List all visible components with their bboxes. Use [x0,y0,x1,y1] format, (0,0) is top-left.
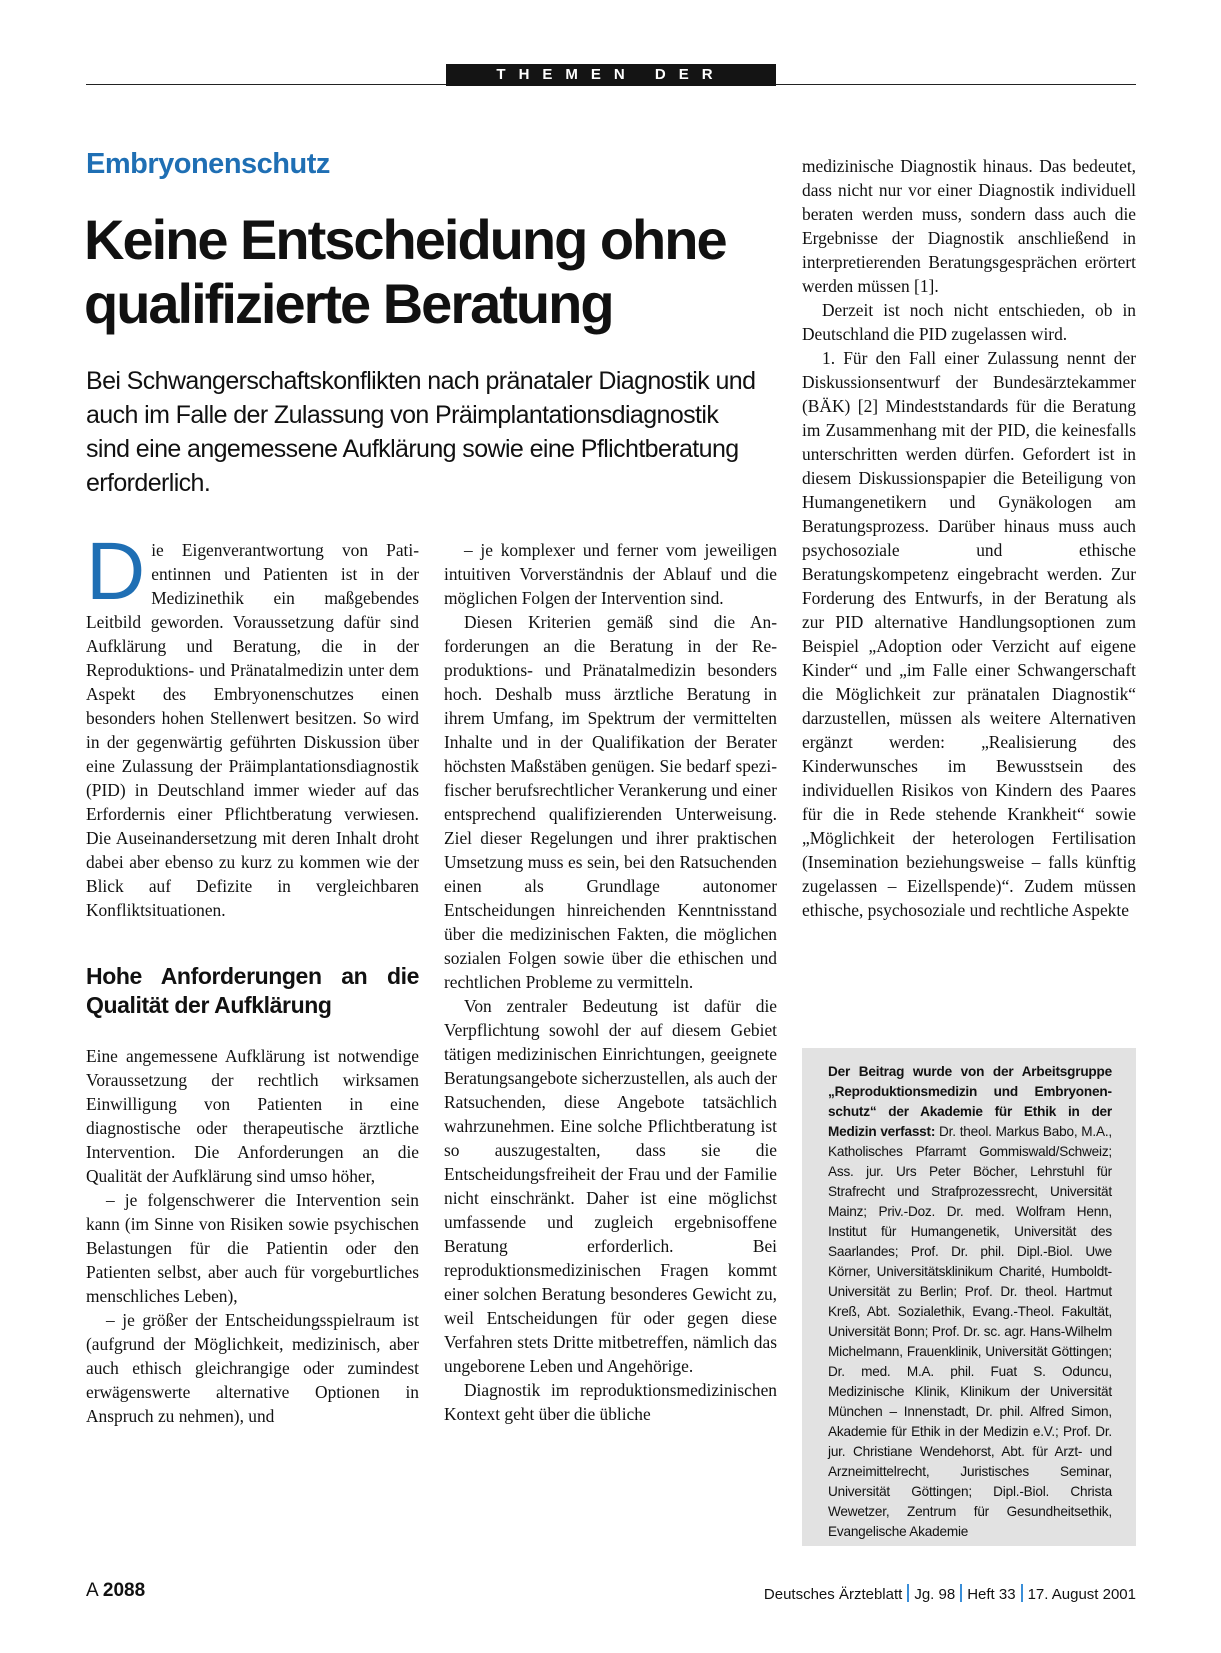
page-prefix: A [86,1580,98,1601]
journal-date: 17. August 2001 [1027,1586,1136,1603]
paragraph: 1. Für den Fall einer Zulassung nennt der Diskussionsentwurf der Bundesärztekammer (BÄK) [2] Mindeststandards für die Beratung im Zusammenhang mit der PID, die keinesfalls unterschritten werden dürfen. Gefordert ist in diesem Diskussionspapier die Beteiligung von Humangenetikern und Gynäkologen am Beratungsprozess. Darüber hinaus muss auch psychosoziale und ethische Beratungskompetenz eingebracht werden. Zur Forderung des Entwurfs, in der Beratung als zur PID alternative Handlungsoptionen zum Beispiel „Adoption oder Verzicht auf eigene Kinder“ und „im Falle einer Schwangerschaft die Möglichkeit zur pränatalen Diagnostik“ darzustellen, müssen als weitere Alternativen ergänzt werden: „Realisierung des Kinderwunsches im Bewusstsein des individuellen Risikos von Kindern des Paares für die in Rede stehende Krankheit“ sowie „Möglichkeit der heterologen Fertilisation (Insemination beziehungsweise – falls künftig zugelassen – Eizellspende)“. Zudem müssen ethische, psychosoziale und rechtliche Aspekte [802,348,1136,920]
drop-cap: D [86,526,146,617]
paragraph-text: ie Eigenverantwortung von Patientinnen und Patienten ist in der Medizinethik ein maßgebendes Leitbild geworden. Voraussetzung dafür sind Aufklärung und Beratung, die in der Reproduktions- und Pränatalmedizin unter dem Aspekt des Embryonenschutzes einen besonders hohen Stellenwert besitzen. So wird in der gegenwärtig geführten Diskussion über eine Zulassung der Präimplantationsdiagnostik (PID) in Deutschland immer wieder auf das Erfordernis einer Pflichtberatung verwiesen. Die Auseinandersetzung mit deren Inhalt droht dabei aber ebenso zu kurz zu kommen wie der Blick auf Defizite in vergleichbaren Konfliktsituationen. [86,540,419,920]
paragraph: – je größer der Entscheidungsspielraum ist (aufgrund der Möglichkeit, medizinisch, aber auch ethisch gleichrangige oder zumindest erwägenswerte alternative Optionen in Anspruch zu nehmen), und [86,1310,419,1426]
paragraph [86,526,419,922]
text-column-1 [86,526,419,1428]
infobox-authors: Dr. theol. Markus Babo, M.A., Katholisches Pfarramt Gommiswald/Schweiz; Ass. jur. Urs Peter Böcher, Lehrstuhl für Strafrecht und Strafprozessrecht, Universität Mainz; Priv.-Doz. Dr. med. Wolfram Henn, Institut für Humangenetik, Universität des Saarlandes; Prof. Dr. phil. Dipl.-Biol. Uwe Körner, Universitätsklinikum Charité, Humboldt-Universität zu Berlin; Prof. Dr. theol. Hartmut Kreß, Abt. Sozialethik, Evang.-Theol. Fakultät, Universität Bonn; Prof. Dr. sc. agr. Hans-Wilhelm Michelmann, Frauenklinik, Universität Göttingen; Dr. med. M.A. phil. Fuat S. Oduncu, Medizinische Klinik, Klinikum der Universität München – Innenstadt, Dr. phil. Alfred Simon, Akademie für Ethik in der Medizin e.V.; Prof. Dr. jur. Christiane Wendehorst, Abt. für Arzt- und Arzneimittelrecht, Juristisches Seminar, Universität Göttingen; Dipl.-Biol. Christa Wewetzer, Zentrum für Gesundheitsethik, Evangelische Akademie [828,1124,1112,1539]
article-lead: Bei Schwangerschaftskonflikten nach pränataler Diagnostik und auch im Falle der Zulassung von Präimplantationsdiagnostik sind eine angemessene Aufklärung sowie eine Pflichtberatung erforderlich. [86,367,756,497]
infobox-intro: Der Beitrag wurde von der Arbeitsgruppe „Reproduktionsmedizin und Embryonenschutz“ der Akademie für Ethik in der Medizin verfasst: [828,1064,1112,1139]
journal-name: Deutsches Ärzteblatt [763,1586,903,1603]
subheading: Hohe Anforderungen an die Qualität der Aufklärung [86,963,419,1018]
paragraph: Derzeit ist noch nicht entschieden, ob in Deutschland die PID zugelassen wird. [802,300,1136,344]
separator [907,1584,909,1602]
authors-infobox [802,1048,1136,1546]
text-column-2 [444,538,777,1426]
paragraph: Diesen Kriterien gemäß sind die Anforderungen an die Beratung in der Reproduktions- und Pränatalmedizin besonders hoch. Deshalb muss ärztliche Beratung in ihrem Umfang, im Spektrum der vermittelten Inhalte und in der Qualifikation der Berater höchsten Maßstäben genügen. Sie bedarf spezifischer berufsrechtlicher Verankerung und einer entsprechend qualifizierenden Unterweisung. Ziel dieser Regelungen und ihrer praktischen Umsetzung muss es sein, bei den Ratsuchenden einen als Grundlage autonomer Entscheidungen hinreichenden Kenntnisstand über die medizinischen Fakten, die möglichen sozialen Folgen sowie über die ethischen und rechtlichen Probleme zu vermitteln. [444,612,777,992]
paragraph: medizinische Diagnostik hinaus. Das bedeutet, dass nicht nur vor einer Diagnostik individuell beraten werden muss, sondern dass auch die Ergebnisse der Diagnostik anschließend in interpretierenden Beratungsgesprächen erörtert werden müssen [1]. [802,156,1136,296]
paragraph: Eine angemessene Aufklärung ist notwendige Voraussetzung der rechtlich wirksamen Einwilligung von Patienten in eine diagnostische oder therapeutische ärztliche Intervention. Die Anforderungen an die Qualität der Aufklärung sind umso höher, [86,1046,419,1186]
paragraph: – je komplexer und ferner vom jeweiligen intuitiven Vorverständnis der Ablauf und die möglichen Folgen der Intervention sind. [444,540,777,608]
page-number-value: 2088 [102,1580,146,1601]
journal-volume: Jg. 98 [914,1586,956,1603]
section-tag: THEMEN DER ZEIT [446,64,776,86]
journal-issue: Heft 33 [967,1586,1016,1603]
article-rubric: Embryonenschutz [86,148,330,180]
paragraph: Von zentraler Bedeutung ist dafür die Verpflichtung sowohl der auf diesem Gebiet tätigen medizinischen Einrichtungen, geeignete Beratungsangebote sicherzustellen, als auch der Ratsuchenden, diese Angebote tatsächlich wahrzunehmen. Eine solche Pflichtberatung ist so auszugestalten, dass sie die Entscheidungsfreiheit der Frau und der Familie nicht einschränkt. Daher ist eine möglichst umfassende und zugleich ergebnisoffene Beratung erforderlich. Bei reproduktionsmedizinischen Fragen kommt einer solchen Beratung besonderes Gewicht zu, weil Entscheidungen für oder gegen diese Verfahren stets Dritte mitbetreffen, nämlich das ungeborene Leben und Angehörige. [444,996,777,1376]
separator [1021,1584,1023,1602]
journal-citation [764,1584,1136,1603]
page-number [86,1580,145,1602]
article-title: Keine Entscheidung ohne qualifizierte Beratung [84,208,726,335]
separator [960,1584,962,1602]
text-column-3 [802,154,1136,922]
paragraph: Diagnostik im reproduktionsmedizinischen Kontext geht über die übliche [444,1380,777,1424]
paragraph: – je folgenschwerer die Intervention sein kann (im Sinne von Risiken sowie psychischen Belastungen für die Patientin oder den Patienten selbst, aber auch für vorgeburtliches menschliches Leben), [86,1190,419,1306]
